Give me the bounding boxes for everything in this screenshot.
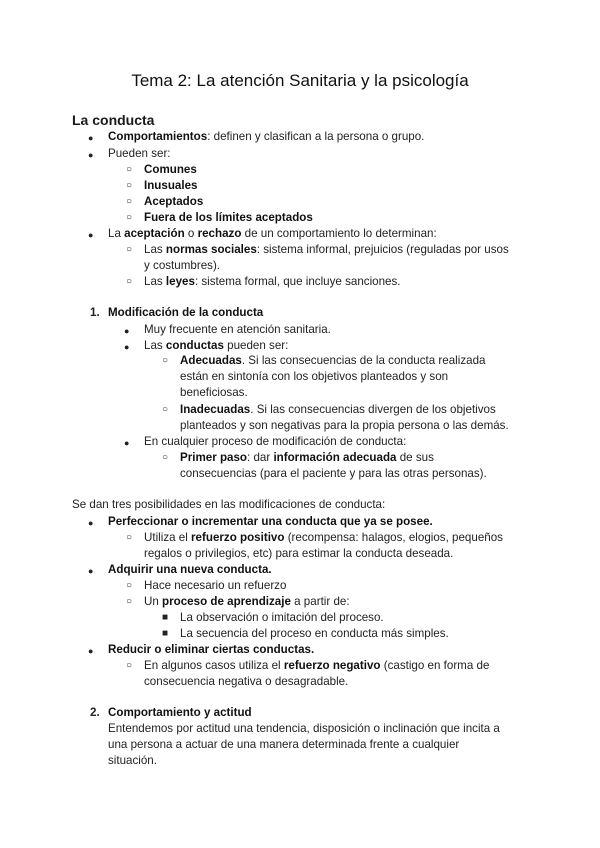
bold-text: leyes	[165, 275, 195, 288]
circle-bullet-icon: ○	[126, 660, 133, 671]
text-span: Las	[144, 275, 166, 288]
text-line	[108, 226, 437, 242]
text-span: (recompensa: halagos, elogios, pequeños	[284, 531, 503, 544]
text-line	[108, 562, 272, 578]
bold-text: Modificación de la conducta	[108, 306, 264, 319]
bold-text: Comunes	[144, 163, 197, 176]
text-span: pueden ser:	[223, 339, 289, 352]
bold-text: Perfeccionar o incrementar una conducta que ya se posee.	[108, 515, 433, 528]
text-span: de sus	[396, 451, 434, 464]
bullet-icon: ●	[88, 150, 94, 160]
bold-text: rechazo	[197, 227, 242, 240]
bold-text: Fuera de los límites aceptados	[144, 211, 313, 224]
text-line	[144, 162, 197, 178]
text-line	[108, 721, 500, 737]
text-line	[144, 178, 197, 194]
text-line	[144, 674, 348, 690]
text-span: En cualquier proceso de modificación de conducta:	[144, 435, 407, 448]
list-number: 1.	[90, 306, 100, 319]
text-span: La observación o imitación del proceso.	[180, 611, 384, 624]
section-heading: La conducta	[72, 112, 155, 128]
text-line	[180, 402, 496, 418]
text-span: Entendemos por actitud una tendencia, disposición o inclinación que incita a	[108, 722, 500, 735]
square-bullet-icon: ■	[162, 612, 169, 623]
bullet-icon: ●	[88, 566, 94, 576]
text-span: y costumbres).	[144, 259, 221, 272]
circle-bullet-icon: ○	[126, 532, 133, 543]
text-span: En algunos casos utiliza el	[144, 659, 284, 672]
text-line	[144, 242, 509, 258]
text-line	[108, 129, 424, 145]
text-line	[180, 450, 434, 466]
circle-bullet-icon: ○	[126, 212, 133, 223]
circle-bullet-icon: ○	[162, 355, 169, 366]
text-line	[144, 194, 203, 210]
text-line	[108, 642, 314, 658]
text-line	[108, 514, 433, 530]
text-span: : dar	[247, 451, 274, 464]
text-line	[180, 385, 248, 401]
bold-text: Aceptados	[144, 195, 204, 208]
bold-text: proceso de aprendizaje	[162, 595, 291, 608]
bold-text: refuerzo positivo	[191, 531, 285, 544]
text-line	[144, 546, 453, 562]
text-line	[72, 497, 385, 513]
text-span: consecuencias (para el paciente y para las otras personas).	[180, 467, 487, 480]
bullet-icon: ●	[124, 438, 130, 448]
text-span: regalos o privilegios, etc) para estimar la conducta deseada.	[144, 547, 454, 560]
bold-text: Inadecuadas	[180, 403, 251, 416]
square-bullet-icon: ■	[162, 628, 169, 639]
bullet-icon: ●	[124, 342, 130, 352]
list-number: 2.	[90, 706, 100, 719]
text-span: planteados y son negativas para la propia persona o las demás.	[180, 419, 509, 432]
text-span: . Si las consecuencias divergen de los objetivos	[250, 403, 496, 416]
text-line	[144, 530, 503, 546]
text-line	[144, 658, 489, 674]
text-span: Las	[144, 243, 166, 256]
bold-text: información adecuada	[273, 451, 397, 464]
text-span: a partir de:	[290, 595, 350, 608]
text-line	[108, 305, 263, 321]
text-span: Un	[144, 595, 163, 608]
text-span: Utiliza el	[144, 531, 192, 544]
bold-text: normas sociales	[165, 243, 257, 256]
text-span: situación.	[108, 754, 157, 767]
text-line	[144, 578, 286, 594]
bold-text: refuerzo negativo	[283, 659, 381, 672]
text-span: una persona a actuar de una manera determinada frente a cualquier	[108, 738, 460, 751]
text-line	[180, 369, 448, 385]
text-span: o	[184, 227, 198, 240]
text-line	[144, 594, 350, 610]
bold-text: Reducir o eliminar ciertas conductas.	[108, 643, 315, 656]
bold-text: Adecuadas	[180, 354, 242, 367]
text-line	[108, 737, 459, 753]
bullet-icon: ●	[124, 326, 130, 336]
text-line	[180, 353, 485, 369]
circle-bullet-icon: ○	[162, 404, 169, 415]
circle-bullet-icon: ○	[126, 180, 133, 191]
circle-bullet-icon: ○	[126, 164, 133, 175]
circle-bullet-icon: ○	[162, 452, 169, 463]
text-span: consecuencia negativa o desagradable.	[144, 675, 349, 688]
text-span: Pueden ser:	[108, 147, 171, 160]
text-line	[180, 466, 487, 482]
text-span: Las	[144, 339, 166, 352]
text-line	[144, 258, 220, 274]
text-span: La secuencia del proceso en conducta más simples.	[180, 627, 449, 640]
bold-text: Inusuales	[144, 179, 198, 192]
bold-text: aceptación	[124, 227, 185, 240]
bullet-icon: ●	[88, 518, 94, 528]
text-line	[108, 705, 252, 721]
bullet-icon: ●	[88, 230, 94, 240]
bullet-icon: ●	[88, 133, 94, 143]
text-line	[108, 146, 171, 162]
text-span: : sistema formal, que incluye sanciones.	[194, 275, 401, 288]
text-line	[144, 338, 288, 354]
page-title: Tema 2: La atención Sanitaria y la psicología	[131, 71, 469, 90]
text-line	[144, 434, 406, 450]
text-span: Se dan tres posibilidades en las modificaciones de conducta:	[72, 498, 386, 511]
text-line	[144, 210, 313, 226]
bold-text: Adquirir una nueva conducta.	[108, 563, 272, 576]
text-line	[180, 626, 449, 642]
circle-bullet-icon: ○	[126, 196, 133, 207]
text-line	[144, 322, 331, 338]
text-span: La	[108, 227, 125, 240]
circle-bullet-icon: ○	[126, 596, 133, 607]
bold-text: Comportamientos	[108, 130, 208, 143]
text-span: beneficiosas.	[180, 386, 248, 399]
bold-text: Comportamiento y actitud	[108, 706, 252, 719]
text-span: (castigo en forma de	[380, 659, 490, 672]
bold-text: Primer paso	[180, 451, 248, 464]
text-line	[108, 753, 157, 769]
text-span: de un comportamiento lo determinan:	[241, 227, 437, 240]
text-span: . Si las consecuencias de la conducta realizada	[241, 354, 486, 367]
text-span: están en sintonía con los objetivos planteados y son	[180, 370, 449, 383]
text-span: Muy frecuente en atención sanitaria.	[144, 323, 331, 336]
bold-text: conductas	[165, 339, 224, 352]
text-span: Hace necesario un refuerzo	[144, 579, 287, 592]
circle-bullet-icon: ○	[126, 580, 133, 591]
text-line	[144, 274, 401, 290]
text-span: : definen y clasifican a la persona o grupo.	[207, 130, 425, 143]
circle-bullet-icon: ○	[126, 276, 133, 287]
text-line	[180, 418, 509, 434]
text-span: : sistema informal, prejuicios (reguladas por usos	[256, 243, 509, 256]
circle-bullet-icon: ○	[126, 244, 133, 255]
bullet-icon: ●	[88, 646, 94, 656]
text-line	[180, 610, 384, 626]
